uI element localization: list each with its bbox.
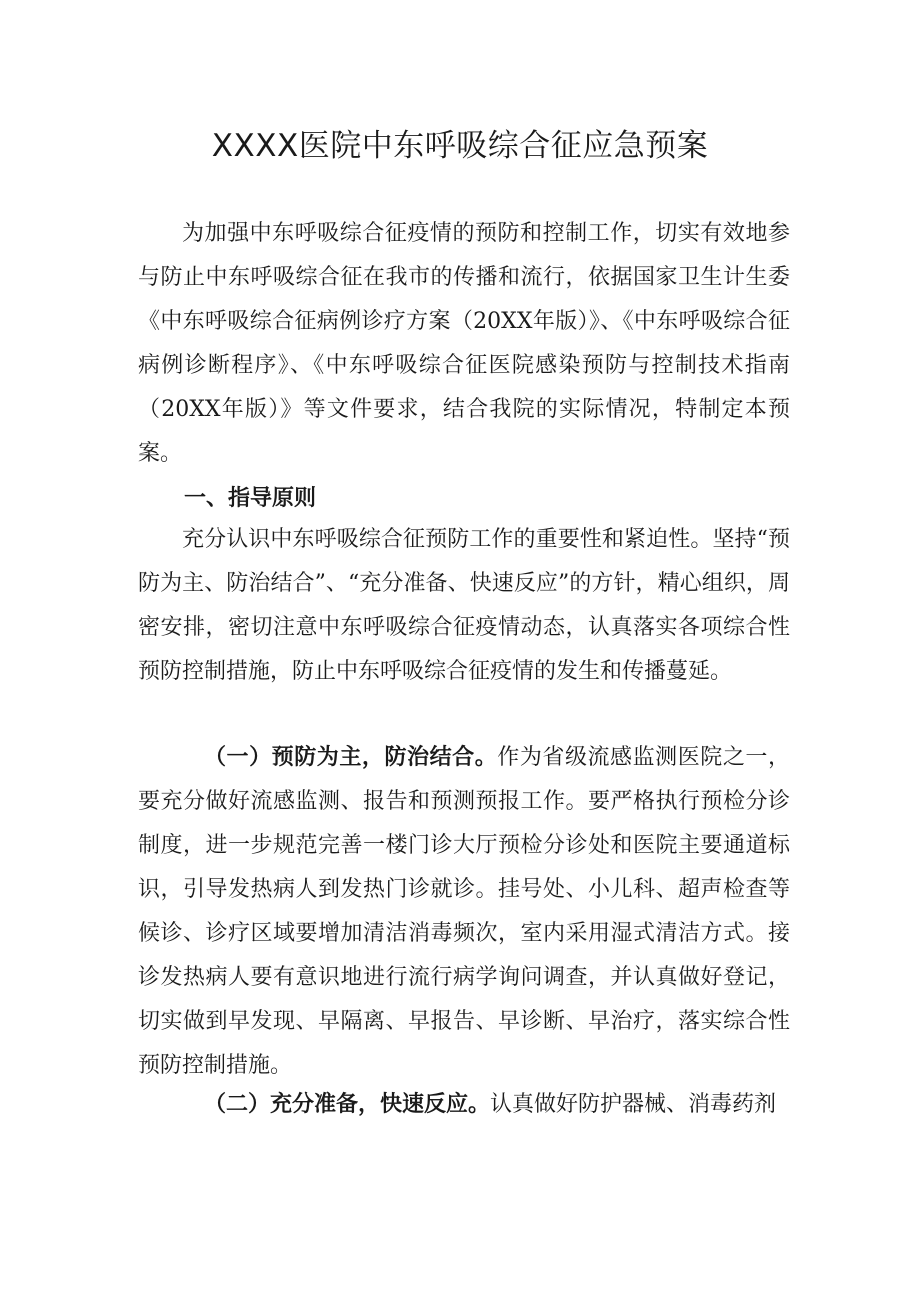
item-preparation-text: 认真做好防护器械、消毒药剂 (490, 1092, 777, 1117)
document-title: XXXX医院中东呼吸综合征应急预案 (211, 128, 709, 164)
section-heading-guiding-principles: 一、指导原则 (184, 486, 317, 511)
item-prevention-lead: （一）预防为主，防治结合。 (204, 744, 498, 770)
item-prevention-text: 作为省级流感监测医院之一，要充分做好流感监测、报告和预测预报工作。要严格执行预检分诊制度，进一步规范完善一楼门诊大厅预检分诊处和医院主要通道标识，引导发热病人到发热门诊就诊。挂号处、小儿科、超声检查等候诊、诊疗区域要增加清洁消毒频次，室内采用湿式清洁方式。接诊发热病人要有意识地进行流行病学询问调查，并认真做好登记，切实做到早发现、早隔离、早报告、早诊断、早治疗，落实综合性预防控制措施。 (138, 745, 790, 1078)
item-preparation-lead: （二）充分准备，快速反应。 (204, 1091, 491, 1117)
intro-paragraph: 为加强中东呼吸综合征疫情的预防和控制工作，切实有效地参与防止中东呼吸综合征在我市的传播和流行，依据国家卫生计生委《中东呼吸综合征病例诊疗方案（20XX年版）》、《中东呼吸综合征病例诊断程序》、《中东呼吸综合征医院感染预防与控制技术指南（20XX年版）》等文件要求，结合我院的实际情况，特制定本预案。 (138, 221, 790, 466)
item-preparation-paragraph (138, 1082, 790, 1127)
guiding-principles-paragraph: 充分认识中东呼吸综合征预防工作的重要性和紧迫性。坚持“预防为主、防治结合”、“充分准备、快速反应”的方针，精心组织，周密安排，密切注意中东呼吸综合征疫情动态，认真落实各项综合性预防控制措施，防止中东呼吸综合征疫情的发生和传播蔓延。 (138, 527, 790, 684)
item-prevention-paragraph (138, 735, 790, 1088)
